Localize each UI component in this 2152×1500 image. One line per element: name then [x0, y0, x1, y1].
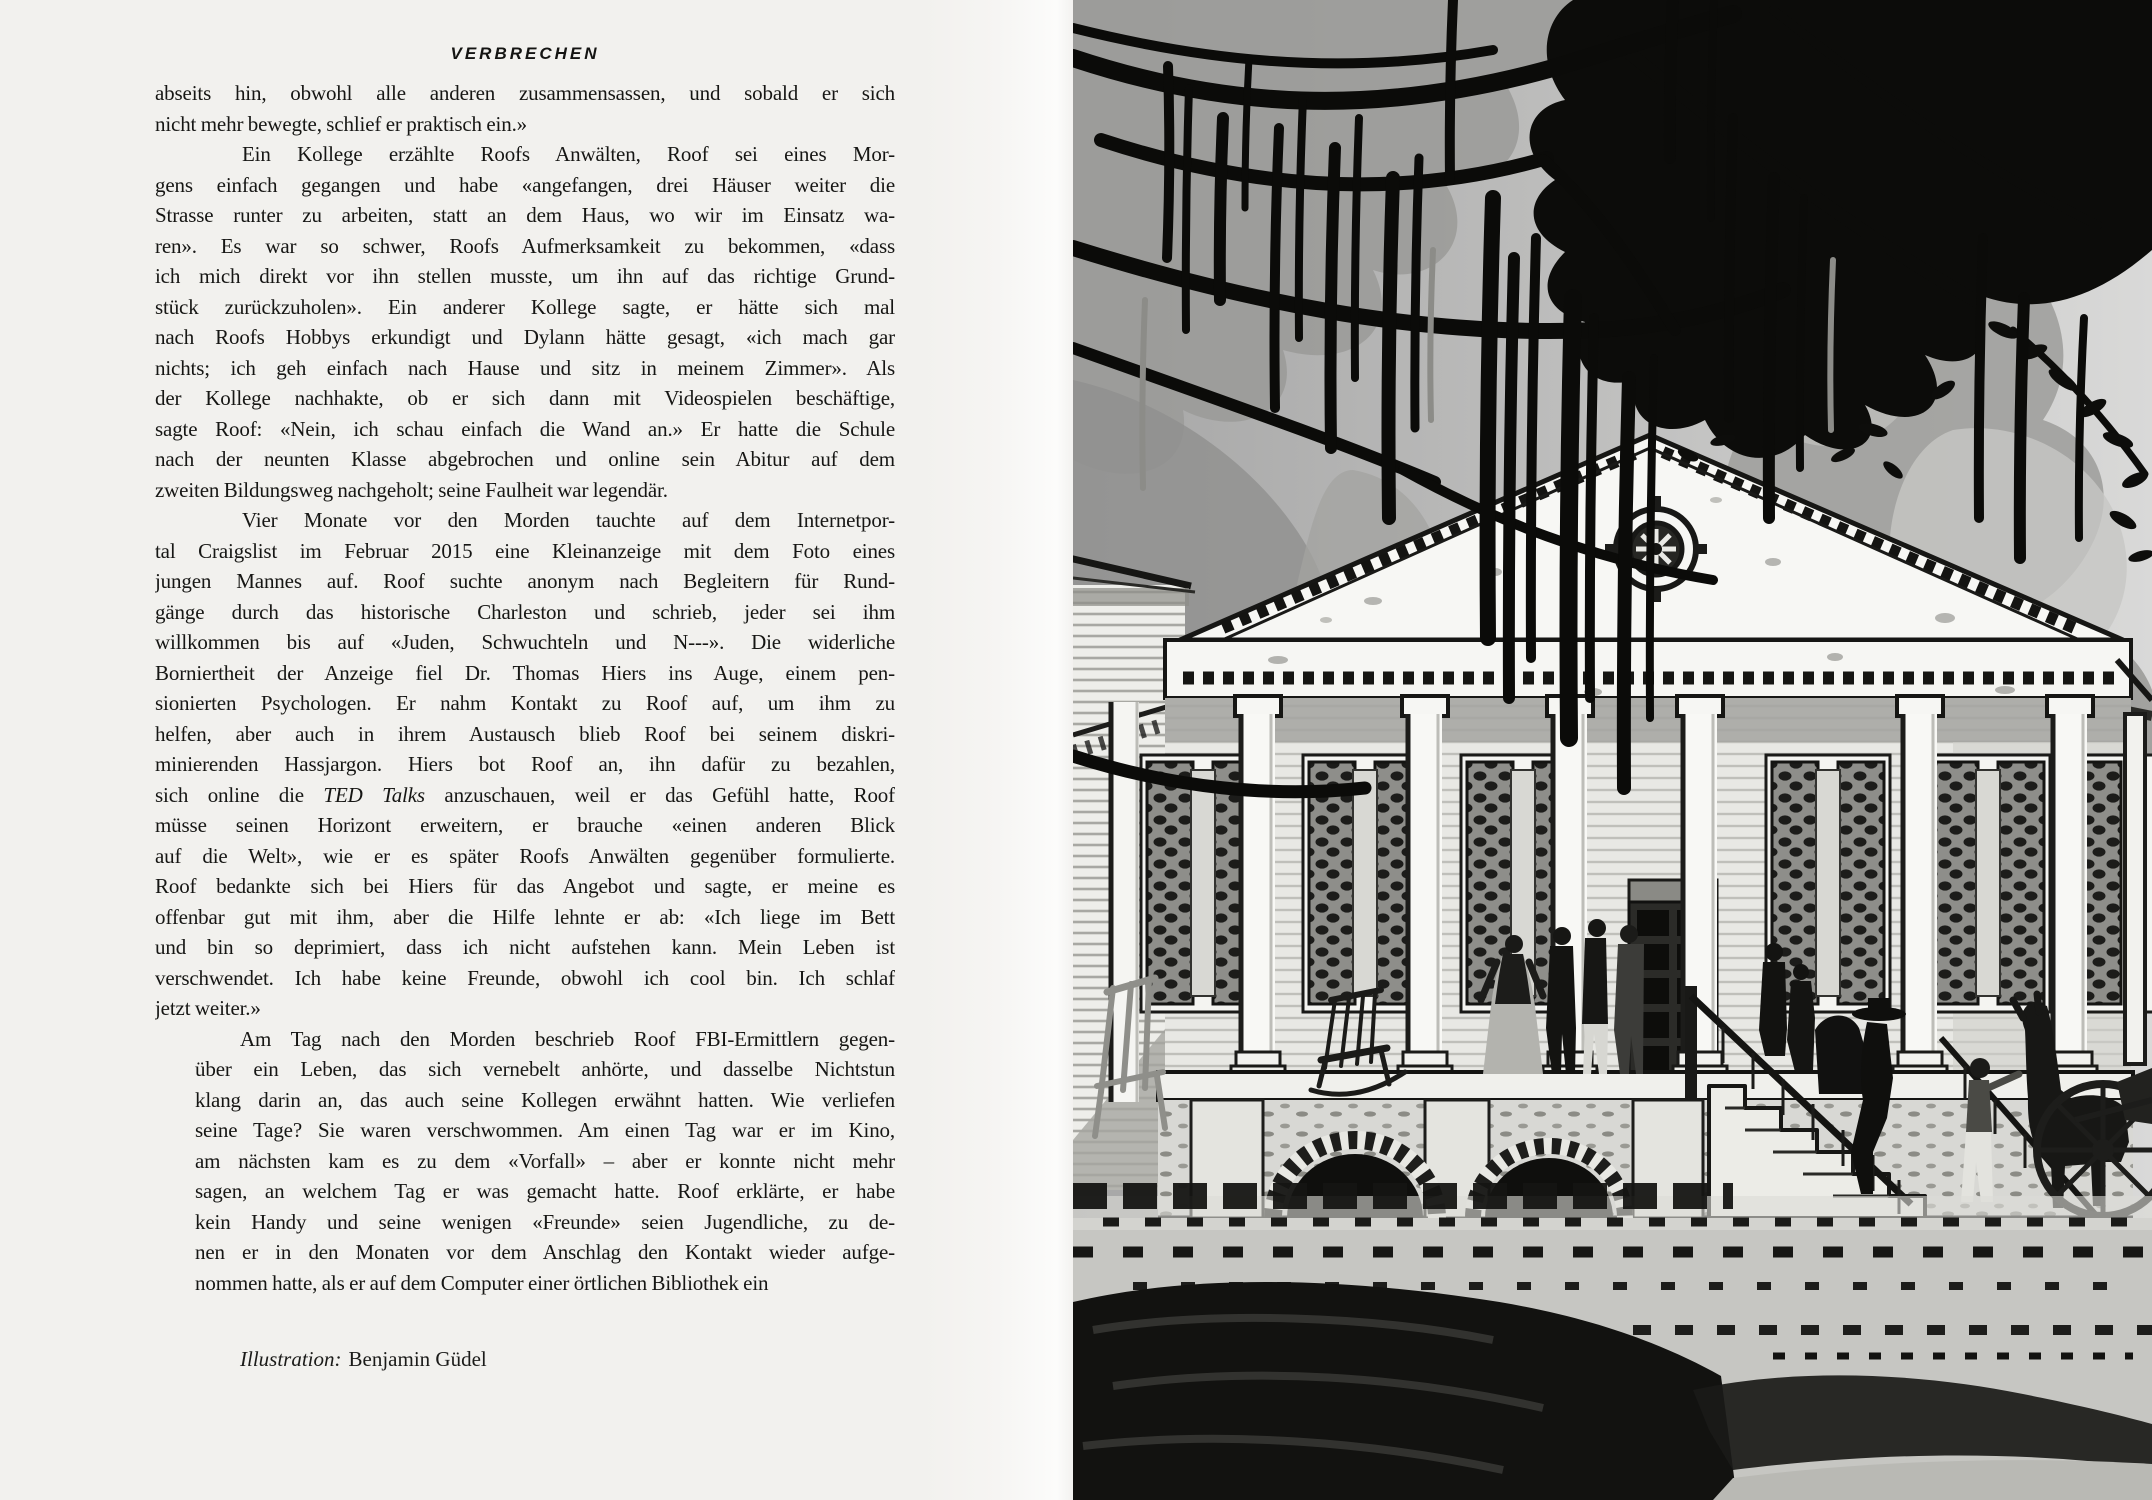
text-line: helfen, aber auch in ihrem Austausch blieb Roof bei seinem diskri-	[155, 721, 895, 746]
text-line: Ein Kollege erzählte Roofs Anwälten, Roof sei eines Mor-	[242, 142, 895, 166]
text-line: offenbar gut mit ihm, aber die Hilfe lehnte er ab: «Ich liege im Bett	[155, 904, 895, 929]
mansion-illustration-svg	[1073, 0, 2152, 1500]
text-line: kein Handy und seine wenigen «Freunde» seien Jugendliche, zu de-	[195, 1209, 895, 1234]
text-line: Borniertheit der Anzeige fiel Dr. Thomas Hiers ins Auge, einem pen-	[155, 660, 895, 685]
text-line: zweiten Bildungsweg nachgeholt; seine Faulheit war legendär.	[155, 477, 668, 502]
text-line: sagte Roof: «Nein, ich schau einfach die Wand an.» Er hatte die Schule	[155, 416, 895, 441]
text-line: tal Craigslist im Februar 2015 eine Kleinanzeige mit dem Foto eines	[155, 538, 895, 563]
paragraph	[155, 78, 895, 139]
foreground	[1073, 1196, 2152, 1500]
text-line: Strasse runter zu arbeiten, statt an dem Haus, wo wir im Einsatz wa-	[155, 203, 895, 227]
text-line: nen er in den Monaten vor dem Anschlag den Kontakt wieder aufge-	[195, 1240, 895, 1264]
text-line: und bin so deprimiert, dass ich nicht aufstehen kann. Mein Leben ist	[155, 935, 895, 959]
text-line: sich online die TED Talks anzuschauen, weil er das Gefühl hatte, Roof	[155, 782, 895, 807]
text-line: klang darin an, das auch seine Kollegen erwähnt hatten. Wie verliefen	[195, 1087, 895, 1112]
text-line: ich mich direkt vor ihn stellen musste, um ihn auf das richtige Grund-	[155, 264, 895, 288]
text-line: jetzt weiter.»	[155, 996, 261, 1020]
magazine-page	[0, 0, 1073, 1500]
text-line: stück zurückzuholen». Ein anderer Kollege sagte, er hätte sich mal	[155, 294, 895, 319]
credit-name: Benjamin Güdel	[348, 1347, 487, 1371]
paragraph	[155, 505, 895, 1024]
paragraph	[155, 139, 895, 505]
credit-label: Illustration:	[240, 1347, 342, 1371]
mansion-illustration	[1073, 0, 2152, 1500]
text-line: nichts; ich geh einfach nach Hause und sitz in meinem Zimmer». Als	[155, 355, 895, 380]
text-line: minierenden Hassjargon. Hiers bot Roof an, ihn dafür zu bezahlen,	[155, 752, 895, 776]
text-line: der Kollege nachhakte, ob er sich dann mit Videospielen beschäftige,	[155, 386, 895, 410]
section-kicker: VERBRECHEN	[450, 44, 600, 63]
text-line: willkommen bis auf «Juden, Schwuchteln und N---». Die widerliche	[155, 630, 895, 654]
text-line: sionierten Psychologen. Er nahm Kontakt zu Roof auf, um ihm zu	[155, 691, 895, 715]
text-line: abseits hin, obwohl alle anderen zusammensassen, und sobald er sich	[155, 81, 895, 105]
text-line: über ein Leben, das sich vernebelt anhörte, und dasselbe Nichtstun	[195, 1057, 895, 1081]
text-line: ren». Es war so schwer, Roofs Aufmerksamkeit zu bekommen, «dass	[155, 233, 895, 258]
text-line: jungen Mannes auf. Roof suchte anonym nach Begleitern für Rund-	[155, 569, 895, 593]
paragraph	[195, 1024, 895, 1299]
text-line: Roof bedankte sich bei Hiers für das Angebot und sagte, er meine es	[155, 874, 895, 898]
text-line: gänge durch das historische Charleston und schrieb, jeder sei ihm	[155, 599, 895, 624]
text-line: nommen hatte, als er auf dem Computer einer örtlichen Bibliothek ein	[195, 1270, 769, 1295]
text-line: müsse seinen Horizont erweitern, er brauche «einen anderen Blick	[155, 813, 895, 837]
text-line: nach Roofs Hobbys erkundigt und Dylann hätte gesagt, «ich mach gar	[155, 325, 895, 349]
text-line: nach der neunten Klasse abgebrochen und online sein Abitur auf dem	[155, 447, 895, 471]
text-line: gens einfach gegangen und habe «angefangen, drei Häuser weiter die	[155, 172, 895, 197]
illustration-credit	[240, 1347, 487, 1372]
text-line: verschwendet. Ich habe keine Freunde, obwohl ich cool bin. Ich schlaf	[155, 965, 895, 990]
text-line: nicht mehr bewegte, schlief er praktisch ein.»	[155, 111, 528, 136]
text-line: am nächsten kam es zu dem «Vorfall» – aber er konnte nicht mehr	[195, 1148, 895, 1173]
article-body	[155, 78, 895, 1298]
text-line: sagen, an welchem Tag er was gemacht hatte. Roof erklärte, er habe	[195, 1179, 895, 1203]
text-line: seine Tage? Sie waren verschwommen. Am einen Tag war er im Kino,	[195, 1118, 895, 1142]
text-line: Am Tag nach den Morden beschrieb Roof FBI-Ermittlern gegen-	[240, 1026, 895, 1051]
text-line: Vier Monate vor den Morden tauchte auf dem Internetpor-	[242, 508, 895, 532]
text-line: auf die Welt», wie er es später Roofs Anwälten gegenüber formulierte.	[155, 843, 895, 868]
